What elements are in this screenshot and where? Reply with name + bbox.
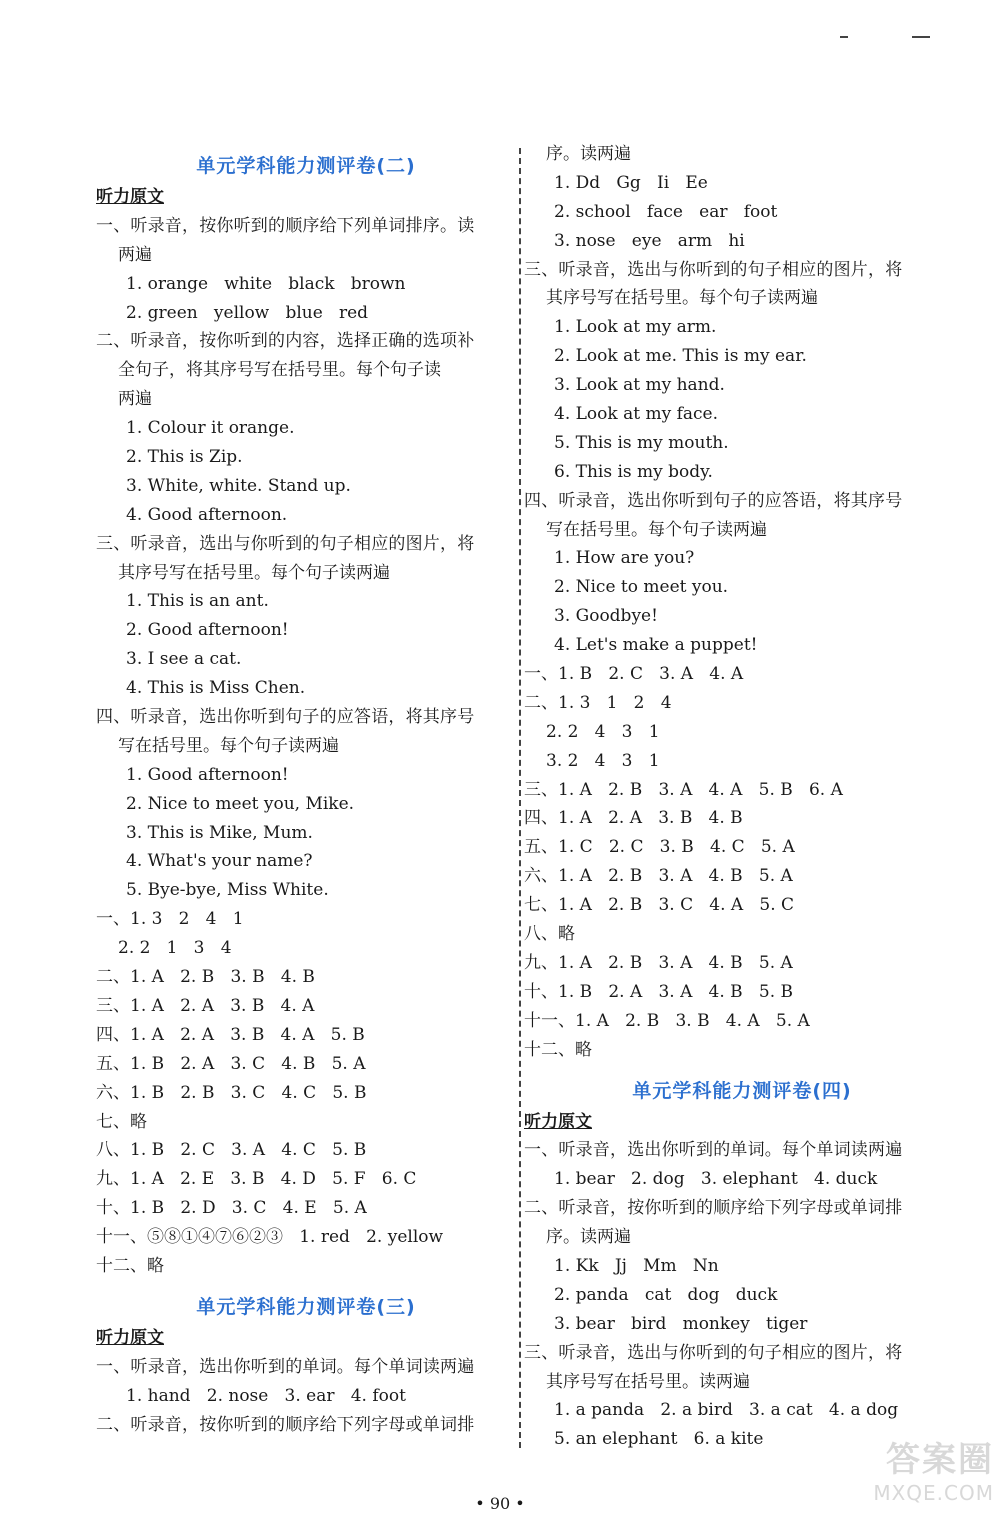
content-line: 2. school face ear foot (554, 201, 778, 222)
section-heading: 听力原文 (96, 1327, 164, 1348)
answer-line: 十一、1. A 2. B 3. B 4. A 5. A (524, 1010, 810, 1031)
right-column (524, 140, 960, 1454)
answer-line: 四、1. A 2. A 3. B 4. B (524, 808, 743, 829)
question-line: 三、听录音，选出与你听到的句子相应的图片，将 (524, 1342, 903, 1363)
answer-line: 五、1. C 2. C 3. B 4. C 5. A (524, 837, 795, 858)
content-line: 1. Look at my arm. (554, 317, 717, 338)
section-heading: 听力原文 (96, 187, 164, 207)
question-continuation: 序。读两遍 (546, 1227, 631, 1248)
content-line: 3. I see a cat. (126, 649, 242, 670)
corner-crop-marks (820, 10, 970, 40)
content-line: 3. bear bird monkey tiger (554, 1313, 808, 1334)
content-line: 6. This is my body. (554, 461, 713, 482)
answer-line: 二、1. A 2. B 3. B 4. B (96, 967, 315, 988)
answer-line: 十、1. B 2. D 3. C 4. E 5. A (96, 1198, 367, 1219)
answer-line: 一、1. 3 2 4 1 (96, 909, 244, 930)
content-line: 5. This is my mouth. (554, 432, 729, 453)
content-line: 4. What's your name? (126, 851, 313, 872)
question-continuation: 其序号写在括号里。每个句子读两遍 (118, 562, 390, 583)
content-line: 2. green yellow blue red (126, 302, 369, 323)
content-line: 3. This is Mike, Mum. (126, 822, 313, 843)
column-divider (519, 148, 521, 1448)
content-line: 2. panda cat dog duck (554, 1284, 778, 1305)
answer-line: 八、略 (524, 924, 575, 945)
section-title: 单元学科能力测评卷(四) (632, 1079, 852, 1102)
question-line: 二、听录音，按你听到的顺序给下列字母或单词排 (524, 1198, 903, 1219)
answer-line: 十、1. B 2. A 3. A 4. B 5. B (524, 981, 793, 1002)
question-continuation: 序。读两遍 (546, 144, 631, 164)
answer-line: 九、1. A 2. E 3. B 4. D 5. F 6. C (96, 1169, 417, 1190)
content-line: 4. Let's make a puppet! (554, 635, 758, 656)
answer-line: 一、1. B 2. C 3. A 4. A (524, 664, 744, 685)
answer-line: 七、略 (96, 1111, 147, 1132)
question-line: 三、听录音，选出与你听到的句子相应的图片，将 (96, 533, 475, 554)
content-line: 2. Look at me. This is my ear. (554, 346, 807, 367)
answer-continuation: 3. 2 4 3 1 (546, 750, 660, 771)
section-title: 单元学科能力测评卷(三) (196, 1295, 416, 1318)
content-line: 1. This is an ant. (126, 591, 269, 612)
content-line: 3. White, white. Stand up. (126, 475, 351, 496)
page-number: • 90 • (475, 1494, 525, 1513)
question-continuation: 写在括号里。每个句子读两遍 (118, 735, 339, 756)
question-line: 四、听录音，选出你听到句子的应答语，将其序号 (524, 490, 903, 511)
question-continuation: 其序号写在括号里。读两遍 (546, 1371, 750, 1392)
answer-line: 六、1. B 2. B 3. C 4. C 5. B (96, 1082, 367, 1103)
question-continuation: 其序号写在括号里。每个句子读两遍 (546, 288, 818, 309)
content-line: 4. This is Miss Chen. (126, 678, 306, 699)
content-line: 1. How are you? (554, 548, 695, 569)
question-line: 一、听录音，按你听到的顺序给下列单词排序。读 (96, 215, 475, 236)
question-line: 一、听录音，选出你听到的单词。每个单词读两遍 (96, 1356, 475, 1377)
content-line: 3. nose eye arm hi (554, 230, 745, 251)
answer-line: 七、1. A 2. B 3. C 4. A 5. C (524, 895, 795, 916)
answer-continuation: 2. 2 1 3 4 (118, 938, 232, 959)
content-line: 2. Nice to meet you, Mike. (126, 793, 355, 814)
question-continuation: 写在括号里。每个句子读两遍 (546, 519, 767, 540)
content-line: 1. bear 2. dog 3. elephant 4. duck (554, 1169, 878, 1190)
content-line: 2. Good afternoon! (126, 620, 289, 641)
answer-line: 四、1. A 2. A 3. B 4. A 5. B (96, 1024, 365, 1045)
content-line: 3. Look at my hand. (554, 375, 725, 396)
content-line: 1. Kk Jj Mm Nn (554, 1255, 719, 1276)
content-line: 1. Dd Gg Ii Ee (554, 172, 708, 193)
left-column (96, 140, 516, 1439)
content-line: 1. a panda 2. a bird 3. a cat 4. a dog (554, 1400, 899, 1421)
question-line: 四、听录音，选出你听到句子的应答语，将其序号 (96, 707, 475, 728)
answer-line: 三、1. A 2. B 3. A 4. A 5. B 6. A (524, 779, 843, 800)
answer-line: 三、1. A 2. A 3. B 4. A (96, 995, 315, 1016)
watermark-text: 答案圈 (886, 1440, 994, 1480)
answer-line: 五、1. B 2. A 3. C 4. B 5. A (96, 1053, 366, 1074)
answer-line: 八、1. B 2. C 3. A 4. C 5. B (96, 1140, 367, 1161)
content-line: 2. Nice to meet you. (554, 577, 729, 598)
question-continuation: 全句子，将其序号写在括号里。每个句子读 (118, 360, 441, 381)
content-line: 1. Good afternoon! (126, 764, 289, 785)
content-line: 2. This is Zip. (126, 447, 243, 468)
answer-continuation: 2. 2 4 3 1 (546, 721, 660, 742)
content-line: 1. hand 2. nose 3. ear 4. foot (126, 1385, 406, 1406)
answer-line: 十二、略 (96, 1255, 164, 1276)
content-line: 5. an elephant 6. a kite (554, 1429, 764, 1450)
question-continuation: 两遍 (118, 389, 152, 410)
content-line: 5. Bye-bye, Miss White. (126, 880, 329, 901)
content-line: 1. Colour it orange. (126, 418, 295, 439)
content-line: 1. orange white black brown (126, 273, 406, 294)
answer-line: 十一、⑤⑧①④⑦⑥②③ 1. red 2. yellow (96, 1227, 444, 1248)
watermark-url: MXQE.COM (873, 1481, 994, 1505)
answer-line: 十二、略 (524, 1039, 592, 1060)
content-line: 4. Look at my face. (554, 404, 718, 425)
content-line: 4. Good afternoon. (126, 504, 288, 525)
question-line: 二、听录音，按你听到的内容，选择正确的选项补 (96, 331, 475, 352)
question-continuation: 两遍 (118, 244, 152, 265)
question-line: 一、听录音，选出你听到的单词。每个单词读两遍 (524, 1140, 903, 1161)
content-line: 3. Goodbye! (554, 606, 658, 627)
answer-line: 二、1. 3 1 2 4 (524, 692, 672, 713)
answer-line: 六、1. A 2. B 3. A 4. B 5. A (524, 866, 793, 887)
section-title: 单元学科能力测评卷(二) (196, 155, 416, 177)
watermark-logo (814, 1432, 994, 1522)
answer-line: 九、1. A 2. B 3. A 4. B 5. A (524, 952, 793, 973)
section-heading: 听力原文 (524, 1111, 592, 1132)
question-line: 二、听录音，按你听到的顺序给下列字母或单词排 (96, 1414, 475, 1435)
question-line: 三、听录音，选出与你听到的句子相应的图片，将 (524, 259, 903, 280)
